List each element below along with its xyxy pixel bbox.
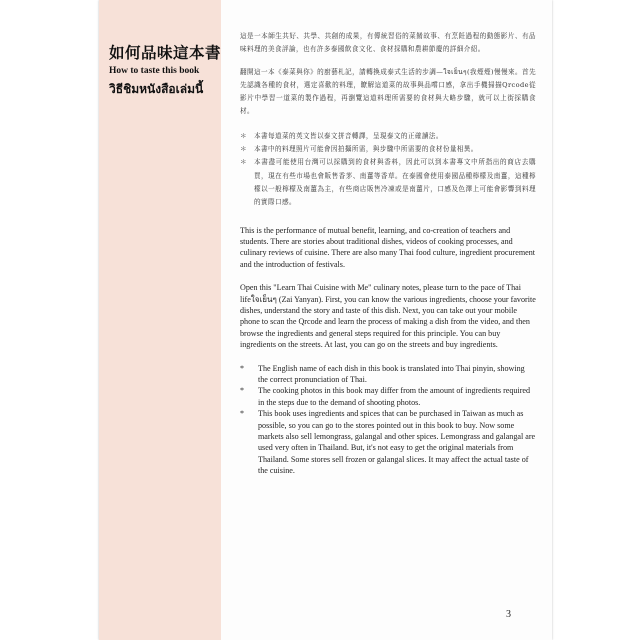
title-thai: วิธีชิมหนังสือเล่มนี้ <box>109 82 204 96</box>
english-note <box>240 385 536 408</box>
chinese-note <box>240 156 536 209</box>
chinese-note-text: 本書每道菜的英文皆以泰文拼音轉譯，呈現泰文的正確讀法。 <box>254 131 443 140</box>
title-sidebar <box>99 0 221 640</box>
note-marker: ＊ <box>240 145 247 154</box>
chinese-note-text: 本書中的料理照片可能會因拍攝所需，與步驟中所需要的食材份量相異。 <box>254 145 478 154</box>
english-note <box>240 408 536 476</box>
chinese-paragraph-2: 翻開這一本《泰菜與你》的廚藝札記，請轉換成泰式生活的步調—ใจเย็นๆ(我煙煙)慢慢來。首先先認識各種的食材，選定喜歡的料理，瞭解這道菜的故事與品嚐口感，拿出手機掃描Qrcode從影片中學習一道菜的製作過程，再瀏覽這道料理所需要的食材與大略步驟，就可以上街採購食材。 <box>240 67 536 116</box>
note-marker: ＊ <box>240 131 247 140</box>
note-marker: * <box>240 363 245 373</box>
page-number: 3 <box>506 609 511 620</box>
note-marker: * <box>240 409 245 419</box>
english-note-text: The English name of each dish in this book is translated into Thai pinyin, showing the correct pronunciation of Thai. <box>258 363 525 385</box>
body-text <box>240 30 536 477</box>
english-notes-list <box>240 363 536 477</box>
chinese-note <box>240 130 536 143</box>
note-marker: * <box>240 386 245 396</box>
english-note-text: The cooking photos in this book may differ from the amount of ingredients required in the steps due to the demand of shooting photos. <box>258 386 531 407</box>
chinese-notes-list <box>240 130 536 210</box>
english-note-text: This book uses ingredients and spices that can be purchased in Taiwan as much as possible, so you can go to the stores pointed out in this book to buy. Now some markets also sell lemongrass, galangal and other spices. Lemongrass and galangal are used very often in Thailand. But, it's not easy to get the original materials from Thailand. Some stores sell frozen or galangal slices. It may affect the actual taste of the cuisine. <box>258 409 536 476</box>
chinese-note-text: 本書盡可能使用台灣可以採購到的食材與香料，因此可以到本書專文中所指出的商店去購買，現在有些市場也會販售香茅、南薑等香草。在泰國會使用泰國品種檸檬及南薑，這種檸檬以一般檸檬及南薑為主，有些商店販售冷凍或是南薑片，口感及色澤上可能會影響到料理的實際口感。 <box>254 158 536 207</box>
title-english: How to taste this book <box>109 66 200 76</box>
title-chinese: 如何品味這本書 <box>109 44 222 62</box>
english-paragraph-1: This is the performance of mutual benefit, learning, and co-creation of teachers and students. There are stories about traditional dishes, videos of cooking processes, and culinary reviews of cuisine. There are also many Thai food culture, ingredient procurement and the introduction of festivals. <box>240 225 536 269</box>
chinese-note <box>240 143 536 156</box>
english-paragraph-2: Open this "Learn Thai Cuisine with Me" culinary notes, please turn to the pace of Thai lifeใจเย็นๆ (Zai Yanyan). First, you can know the various ingredients, choose your favorite dishes, understand the story and taste of this dish. Next, you can take out your mobile phone to scan the Qrcode and learn the process of making a dish from the video, and then browse the ingredients and general steps required for this principle. You can buy ingredients on the streets. At last, you can go on the streets and buy ingredients. <box>240 283 536 350</box>
book-page <box>99 0 552 640</box>
chinese-paragraph-1: 這是一本師生共好、共學、共創的成果，有傳統習俗的菜餚故事、有烹飪過程的動態影片、有品味料理的美食評論，也有許多泰國飲食文化、食材採購和農耕節慶的詳細介紹。 <box>240 32 536 54</box>
english-note <box>240 363 536 386</box>
note-marker: ＊ <box>240 158 247 167</box>
